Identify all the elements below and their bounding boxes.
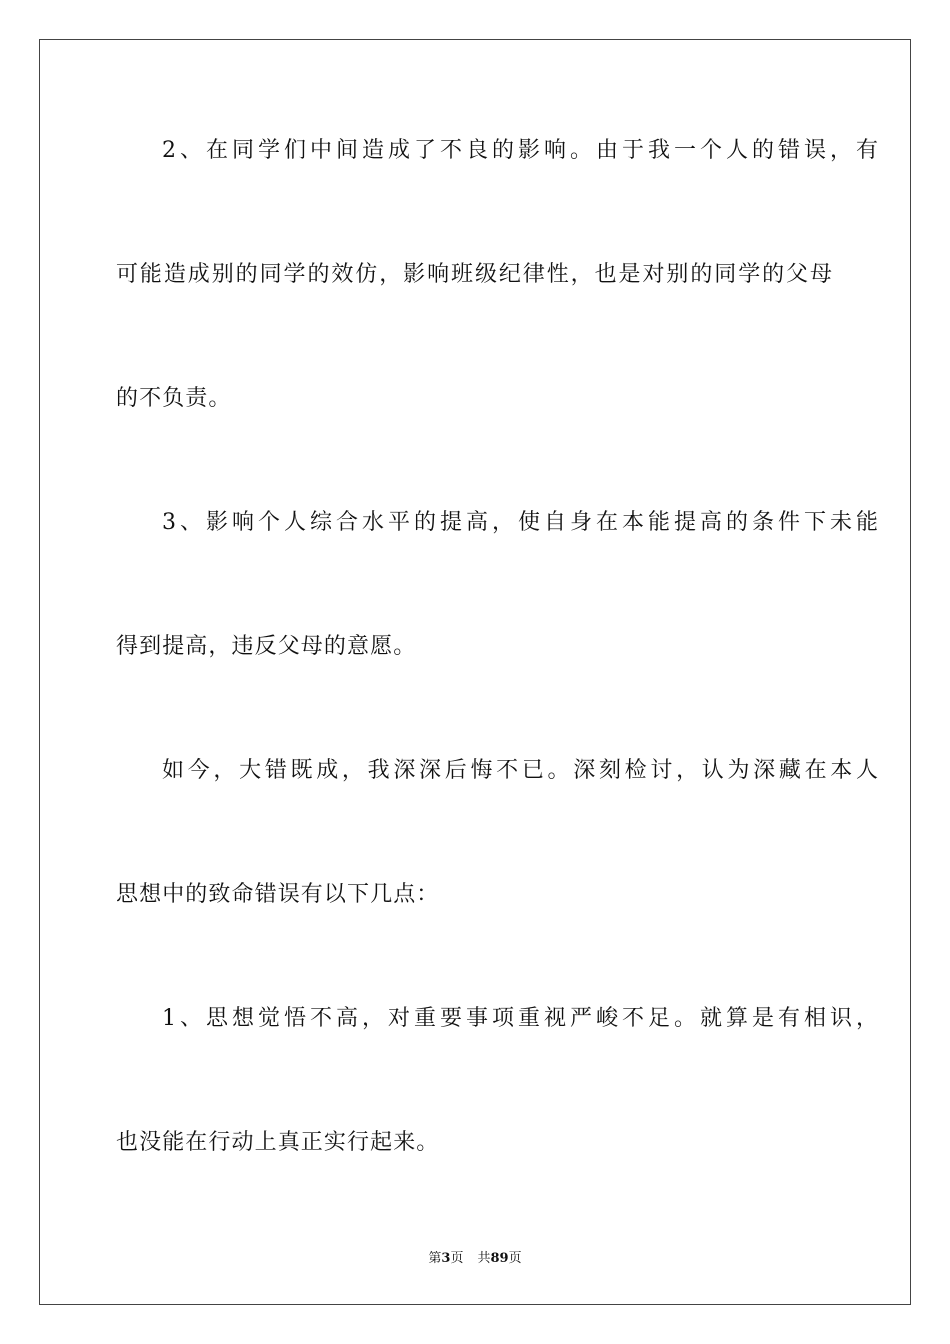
page-number: 3	[441, 1251, 451, 1266]
paragraph-line: 思想中的致命错误有以下几点：	[116, 882, 440, 907]
total-prefix: 共	[477, 1251, 491, 1266]
page-footer	[0, 1247, 950, 1266]
total-pages: 89	[490, 1251, 509, 1266]
paragraph-line: 3、影响个人综合水平的提高，使自身在本能提高的条件下未能	[162, 510, 878, 535]
paragraph-line: 1、思想觉悟不高，对重要事项重视严峻不足。就算是有相识，	[162, 1006, 878, 1031]
paragraph-line: 得到提高，违反父母的意愿。	[116, 634, 417, 659]
paragraph-line: 也没能在行动上真正实行起来。	[116, 1130, 440, 1155]
page-border	[39, 39, 911, 1305]
total-suffix: 页	[508, 1251, 522, 1266]
page-prefix: 第	[428, 1251, 442, 1266]
paragraph-line: 可能造成别的同学的效仿，影响班级纪律性，也是对别的同学的父母	[116, 262, 832, 287]
page-suffix: 页	[450, 1251, 464, 1266]
paragraph-line: 2、在同学们中间造成了不良的影响。由于我一个人的错误，有	[162, 138, 878, 163]
paragraph-line: 如今，大错既成，我深深后悔不已。深刻检讨，认为深藏在本人	[162, 758, 878, 783]
paragraph-line: 的不负责。	[116, 386, 232, 411]
